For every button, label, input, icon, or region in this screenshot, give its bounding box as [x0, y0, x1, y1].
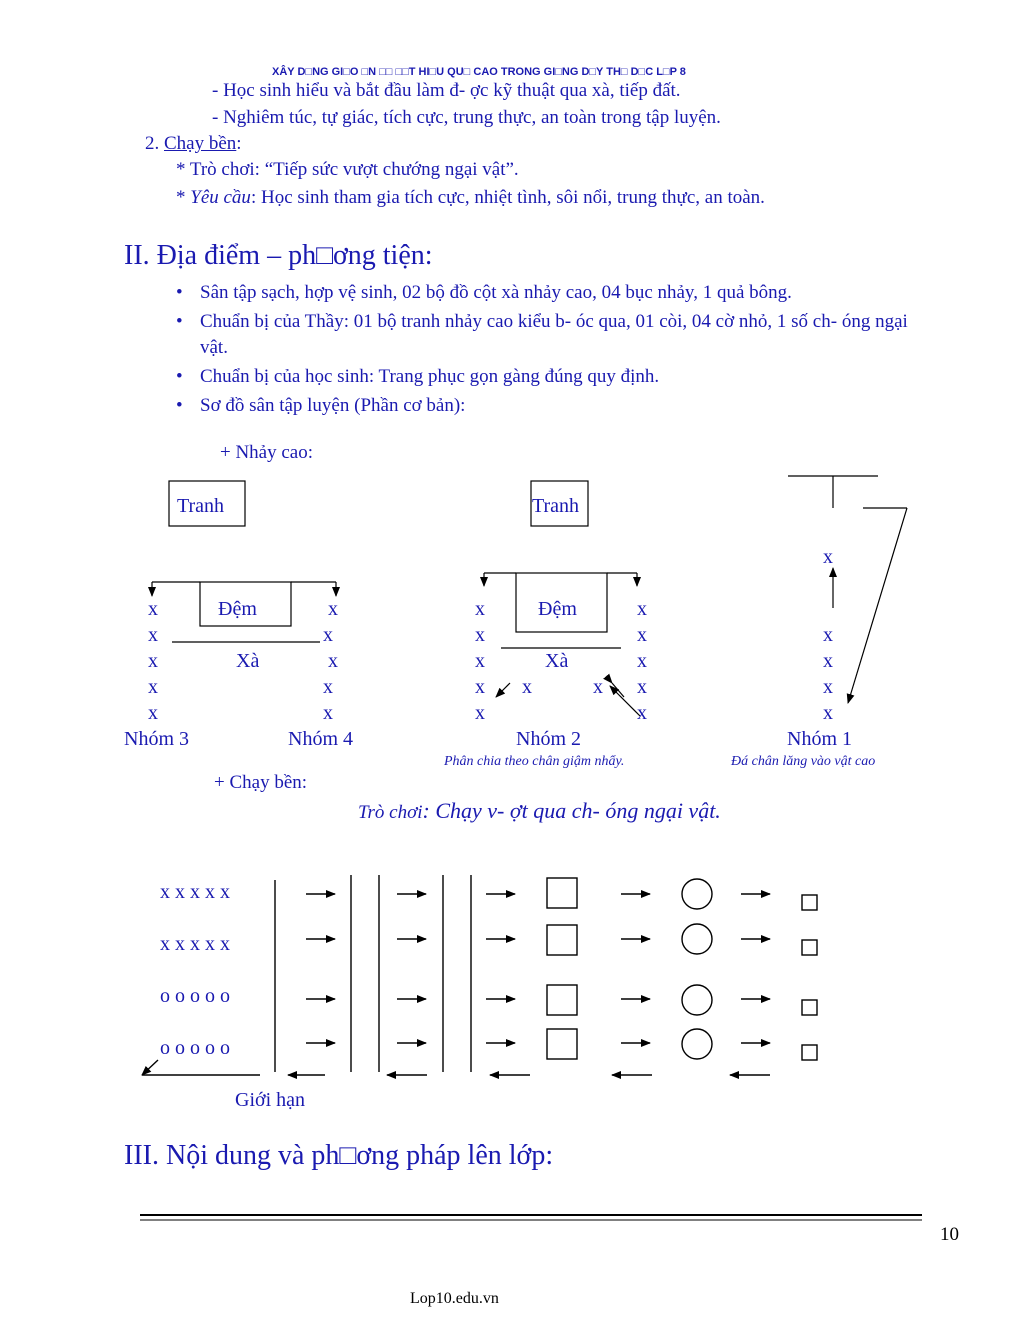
requirement-label: Yêu cầu: [190, 187, 251, 208]
group-1-label: Nhóm 1: [787, 728, 852, 750]
student-mark: x: [637, 702, 647, 724]
obstacle-square: [547, 1029, 577, 1059]
bar-label-left: Xà: [236, 650, 260, 672]
bullet-text: Sơ đồ sân tập luyện (Phần cơ bản):: [200, 395, 466, 416]
student-mark: x: [323, 676, 333, 698]
student-mark: x: [475, 650, 485, 672]
team-row-4: o o o o o: [160, 1037, 230, 1059]
student-mark: x: [637, 676, 647, 698]
endurance-run-label: + Chạy bền:: [214, 772, 308, 793]
requirement-star: *: [176, 187, 191, 208]
obstacle-square: [547, 985, 577, 1015]
student-mark: x: [475, 598, 485, 620]
requirement-text: : Học sinh tham gia tích cực, nhiệt tình, sôi nổi, trung thực, an toàn.: [250, 187, 765, 208]
section-2-label: Chạy bền: [164, 133, 237, 154]
footer-site: Lop10.edu.vn: [410, 1290, 499, 1307]
student-mark: x: [637, 598, 647, 620]
bullet-text: Sân tập sạch, hợp vệ sinh, 02 bộ đồ cột xà nhảy cao, 04 bục nhảy, 1 quả bông.: [200, 282, 792, 303]
obstacle-square: [547, 925, 577, 955]
bullet-dot: •: [176, 395, 183, 416]
group-3-label: Nhóm 3: [124, 728, 189, 750]
picture-label-2: Tranh: [532, 495, 580, 517]
section-2-colon: :: [236, 133, 242, 154]
high-jump-label: + Nhảy cao:: [220, 442, 314, 463]
heading-content-methods: III. Nội dung và ph□ơng pháp lên lớp:: [124, 1140, 554, 1171]
student-mark: x: [823, 650, 833, 672]
student-mark: x: [475, 702, 485, 724]
student-mark: x: [323, 624, 333, 646]
bullet-dot: •: [176, 282, 183, 303]
student-mark: x: [522, 676, 532, 698]
student-mark: x: [323, 702, 333, 724]
heading-location-equipment: II. Địa điểm – ph□ơng tiện:: [124, 240, 433, 271]
picture-label-1: Tranh: [177, 495, 225, 517]
finish-marker: [802, 1045, 817, 1060]
game-title-name: : Chạy v- ợt qua ch- óng ngại vật.: [422, 798, 721, 823]
game-line: * Trò chơi: “Tiếp sức vượt chướng ngại vật”.: [176, 159, 519, 180]
student-mark: x: [637, 650, 647, 672]
page-header: XÂY D□NG GI□O □N □□ □□T HI□U QU□ CAO TRONG GI□NG D□Y TH□ D□C L□P 8: [272, 66, 686, 78]
mat-label-middle: Đệm: [538, 598, 577, 620]
group-4-label: Nhóm 4: [288, 728, 353, 750]
student-mark: x: [148, 676, 158, 698]
obstacle-circle: [682, 879, 712, 909]
student-mark: x: [823, 702, 833, 724]
student-mark: x: [823, 546, 833, 568]
bullet-dot: •: [176, 366, 183, 387]
bullet-dot: •: [176, 311, 183, 332]
bullet-text: Chuẩn bị của học sinh: Trang phục gọn gàng đúng quy định.: [200, 366, 660, 387]
page-number: 10: [940, 1224, 959, 1245]
objective-item-1: - Học sinh hiểu và bắt đầu làm đ- ợc kỹ thuật qua xà, tiếp đất.: [212, 80, 681, 101]
student-mark: x: [823, 624, 833, 646]
student-mark: x: [637, 624, 647, 646]
group-2-label: Nhóm 2: [516, 728, 581, 750]
student-mark: x: [475, 624, 485, 646]
student-mark: x: [328, 598, 338, 620]
team-row-3: o o o o o: [160, 985, 230, 1007]
group-1-note: Đá chân lăng vào vật cao: [731, 754, 876, 769]
obstacle-square: [547, 878, 577, 908]
limit-label: Giới hạn: [235, 1089, 306, 1111]
team-row-2: x x x x x: [160, 933, 230, 955]
student-mark: x: [148, 624, 158, 646]
student-mark: x: [148, 650, 158, 672]
obstacle-circle: [682, 924, 712, 954]
student-mark: x: [148, 598, 158, 620]
bar-label-middle: Xà: [545, 650, 569, 672]
bullet-text: Chuẩn bị của Thầy: 01 bộ tranh nhảy cao kiểu b- óc qua, 01 còi, 04 cờ nhỏ, 1 số ch- óng ngại vật.: [200, 311, 908, 358]
team-row-1: x x x x x: [160, 881, 230, 903]
objective-item-2: - Nghiêm túc, tự giác, tích cực, trung thực, an toàn trong tập luyện.: [212, 107, 721, 128]
finish-marker: [802, 1000, 817, 1015]
section-2-number: 2.: [145, 133, 164, 154]
obstacle-circle: [682, 1029, 712, 1059]
finish-marker: [802, 940, 817, 955]
group-2-note: Phân chia theo chân giậm nhẩy.: [444, 754, 625, 769]
game-title-label: Trò chơi: [358, 802, 423, 823]
student-mark: x: [148, 702, 158, 724]
student-mark: x: [823, 676, 833, 698]
mat-label-left: Đệm: [218, 598, 257, 620]
obstacle-circle: [682, 985, 712, 1015]
finish-marker: [802, 895, 817, 910]
student-mark: x: [328, 650, 338, 672]
student-mark: x: [593, 676, 603, 698]
student-mark: x: [475, 676, 485, 698]
